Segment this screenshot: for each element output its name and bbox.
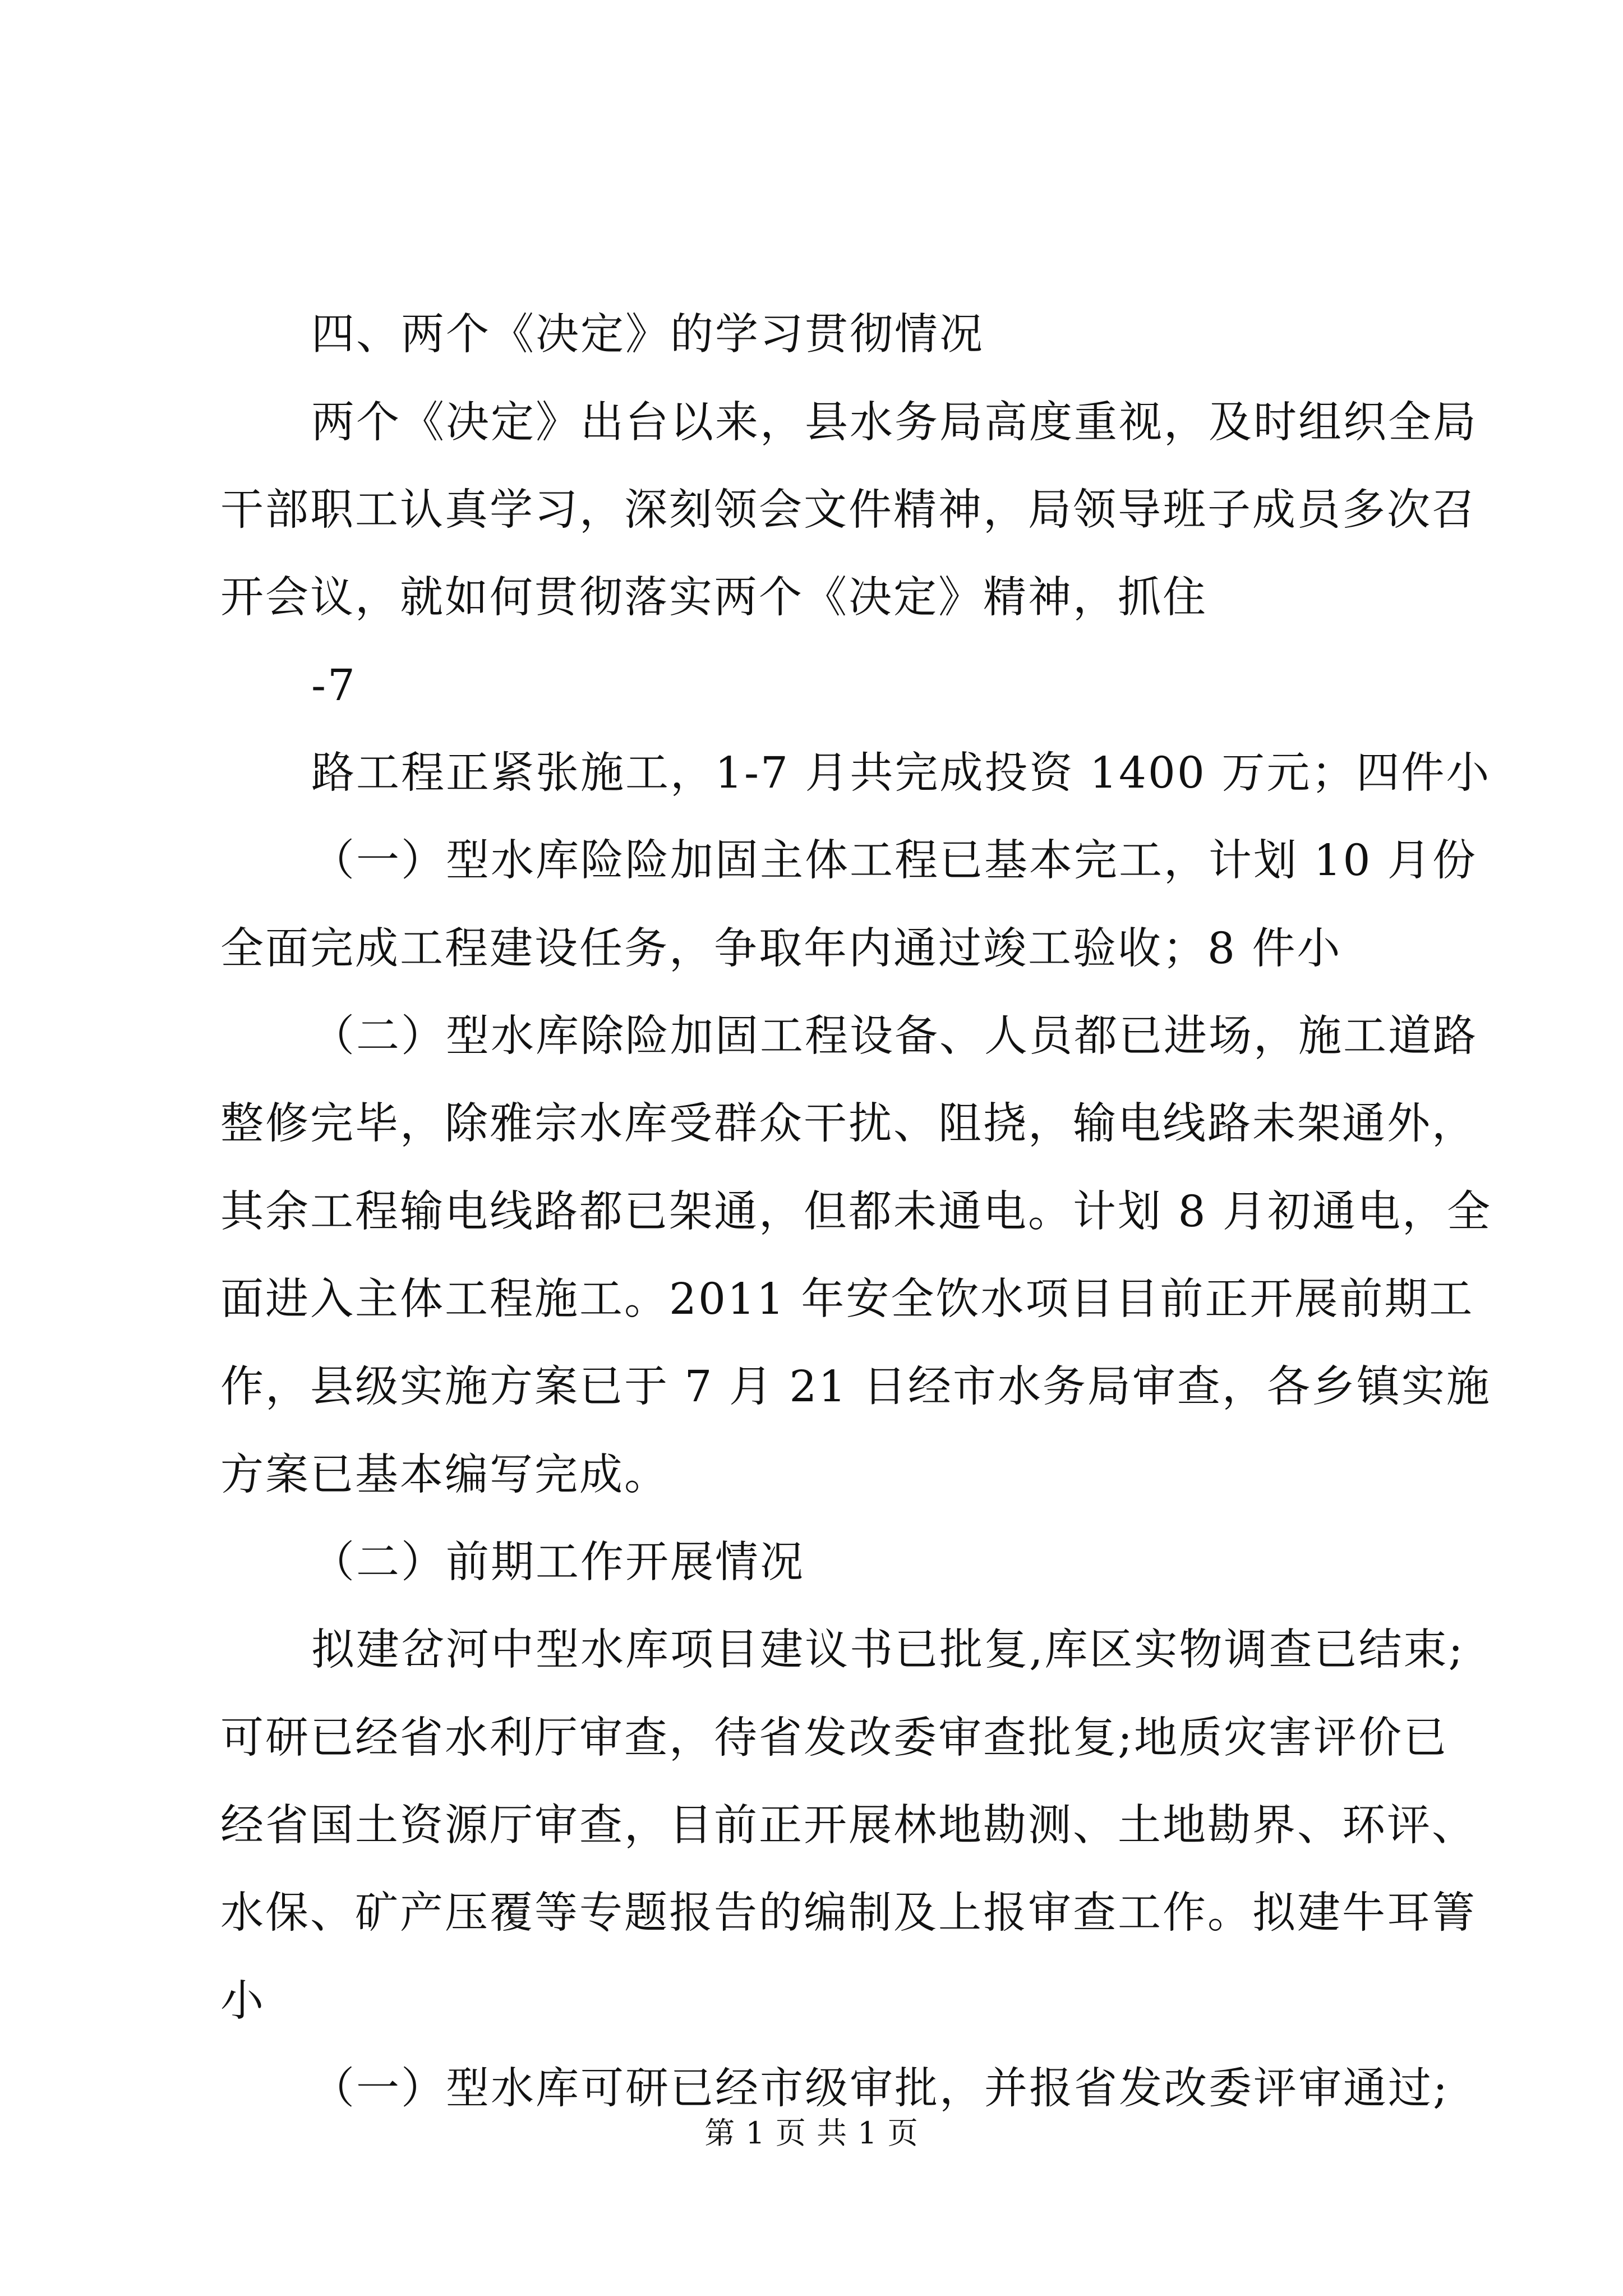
paragraph-line: 开会议，就如何贯彻落实两个《决定》精神，抓住 (220, 573, 1207, 623)
paragraph-line: 整修完毕，除雅宗水库受群众干扰、阻挠，输电线路未架通外， (220, 1099, 1477, 1149)
paragraph-line: 干部职工认真学习，深刻领会文件精神，局领导班子成员多次召 (220, 485, 1477, 535)
paragraph-line: 方案已基本编写完成。 (220, 1450, 669, 1500)
paragraph-line: 水保、矿产压覆等专题报告的编制及上报审查工作。拟建牛耳箐 (220, 1888, 1477, 1938)
paragraph-line: （一）型水库可研已经市级审批，并报省发改委评审通过; (311, 2064, 1449, 2114)
paragraph-line: 小 (220, 1976, 265, 2026)
paragraph-line: -7 (311, 661, 357, 711)
paragraph-line: 作，县级实施方案已于 7 月 21 日经市水务局审查，各乡镇实施 (220, 1362, 1491, 1412)
paragraph-line: 全面完成工程建设任务，争取年内通过竣工验收；8 件小 (220, 924, 1342, 974)
paragraph-line: 拟建岔河中型水库项目建议书已批复,库区实物调查已结束; (311, 1625, 1465, 1675)
paragraph-line: 其余工程输电线路都已架通，但都未通电。计划 8 月初通电，全 (220, 1187, 1492, 1237)
paragraph-line: 路工程正紧张施工，1-7 月共完成投资 1400 万元；四件小 (311, 748, 1491, 798)
paragraph-line: 面进入主体工程施工。2011 年安全饮水项目目前正开展前期工 (220, 1274, 1474, 1324)
section-heading: （二）前期工作开展情况 (311, 1538, 805, 1588)
page-number-footer: 第 1 页 共 1 页 (704, 2115, 919, 2151)
paragraph-line: 可研已经省水利厅审查，待省发改委审查批复;地质灾害评价已 (220, 1713, 1448, 1763)
section-heading: 四、两个《决定》的学习贯彻情况 (311, 310, 984, 360)
paragraph-line: 经省国土资源厅审查，目前正开展林地勘测、土地勘界、环评、 (220, 1801, 1477, 1851)
paragraph-line: （二）型水库除险加固工程设备、人员都已进场，施工道路 (311, 1011, 1478, 1061)
paragraph-line: （一）型水库险险加固主体工程已基本完工，计划 10 月份 (311, 836, 1477, 886)
paragraph-line: 两个《决定》出台以来，县水务局高度重视，及时组织全局 (311, 398, 1478, 448)
